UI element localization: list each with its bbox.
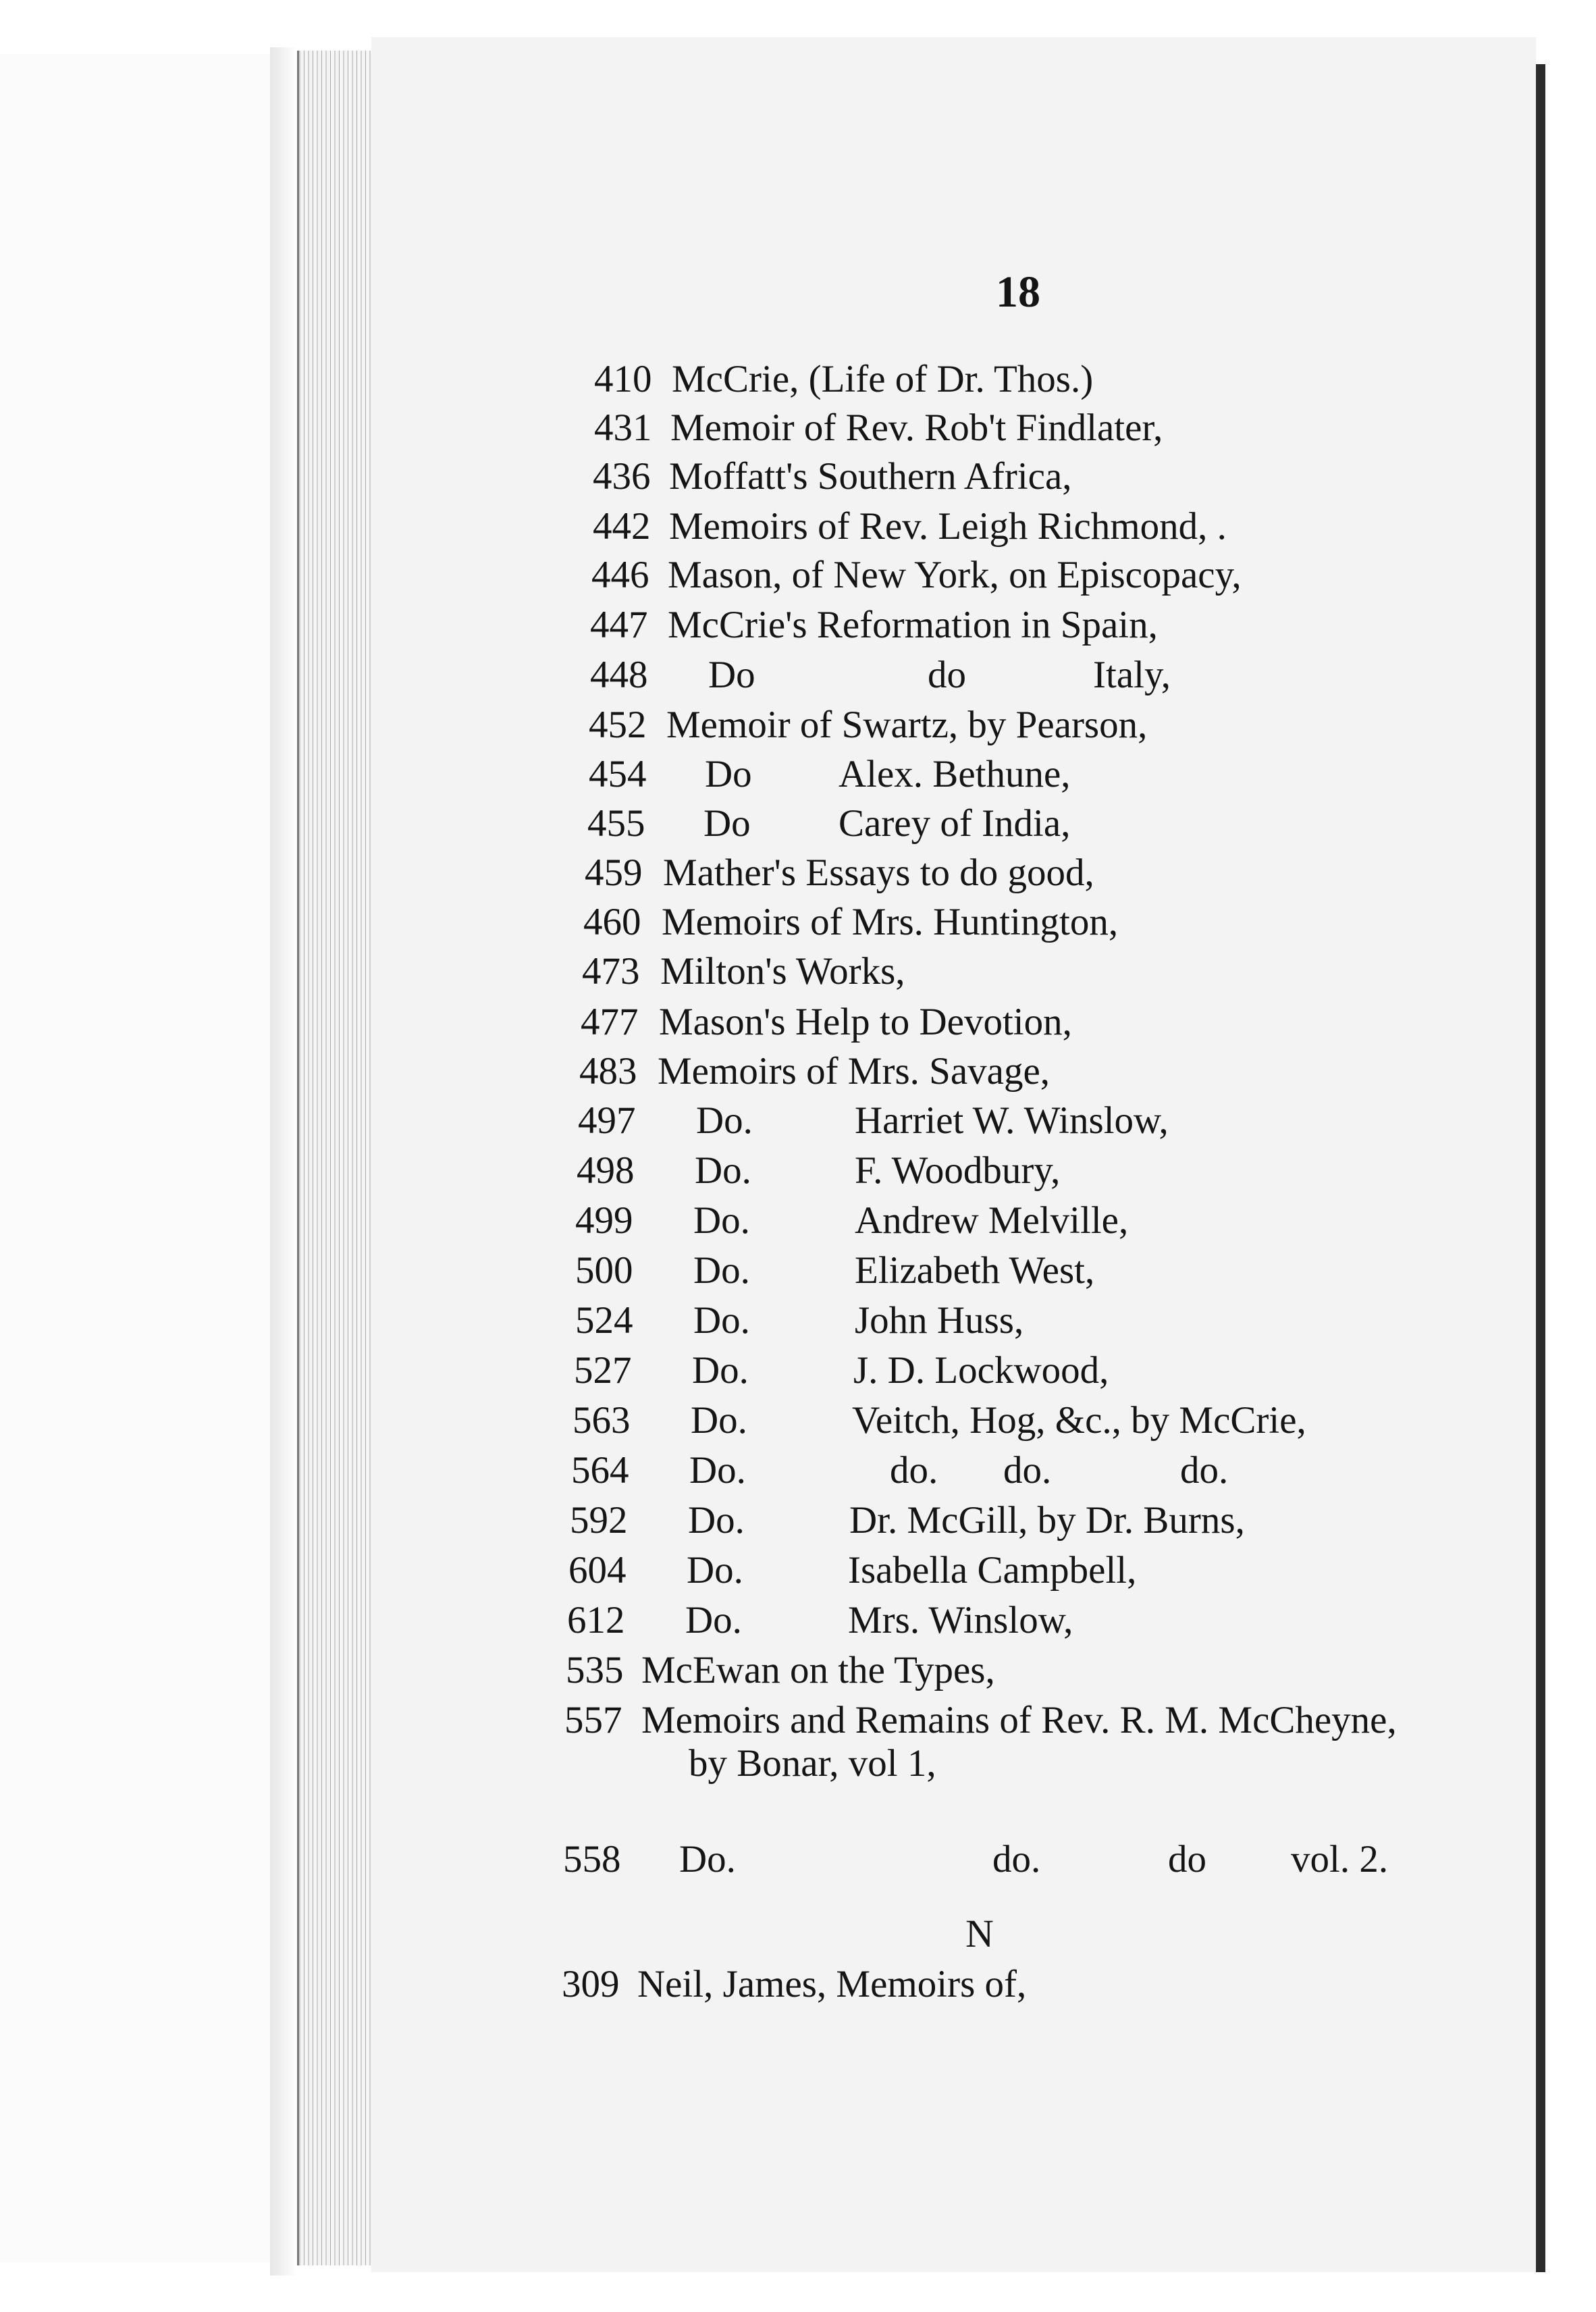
ditto-mark: do	[928, 654, 966, 696]
entry-number: 454	[589, 753, 647, 795]
entry-number: 563	[573, 1399, 631, 1442]
entry-title: Memoirs of Rev. Leigh Richmond, .	[669, 505, 1227, 548]
entry-title: McCrie's Reformation in Spain,	[668, 604, 1158, 646]
entry-number: 309	[562, 1963, 620, 2005]
entry-title: vol. 2.	[1291, 1838, 1389, 1881]
page-edges	[297, 51, 373, 2265]
entry-number: 446	[591, 554, 649, 596]
entry-title: Mason, of New York, on Episcopacy,	[668, 554, 1242, 596]
entry-title: McEwan on the Types,	[641, 1649, 995, 1691]
entry-title: Alex. Bethune,	[839, 753, 1071, 795]
entry-number: 499	[575, 1199, 633, 1242]
ditto-mark: Do.	[693, 1199, 750, 1242]
entry-title: by Bonar, vol 1,	[689, 1742, 936, 1785]
entry-title: John Huss,	[855, 1299, 1024, 1342]
entry-title: Andrew Melville,	[855, 1199, 1129, 1242]
entry-title: Neil, James, Memoirs of,	[637, 1963, 1027, 2005]
ditto-mark: Do.	[688, 1499, 745, 1542]
facing-page-blank	[0, 54, 271, 2262]
entry-number: 498	[577, 1149, 635, 1192]
entry-number: 459	[585, 851, 643, 894]
entry-number: 460	[583, 901, 641, 943]
entry-number: 442	[593, 505, 651, 548]
entry-number: 455	[587, 802, 645, 845]
entry-title: Memoir of Swartz, by Pearson,	[666, 704, 1148, 746]
entry-number: 612	[567, 1599, 625, 1641]
entry-title: Veitch, Hog, &c., by McCrie,	[852, 1399, 1306, 1442]
entry-title: Memoirs of Mrs. Huntington,	[662, 901, 1119, 943]
entry-title: McCrie, (Life of Dr. Thos.)	[672, 358, 1094, 400]
entry-title: F. Woodbury,	[855, 1149, 1061, 1192]
entry-title: Memoir of Rev. Rob't Findlater,	[670, 406, 1163, 449]
page-number: 18	[996, 267, 1040, 317]
entry-number: 436	[593, 455, 651, 498]
entry-number: 524	[575, 1299, 633, 1342]
ditto-mark: Do.	[679, 1838, 736, 1881]
ditto-mark: Do.	[687, 1549, 743, 1592]
entry-number: 527	[574, 1349, 632, 1392]
entry-title: Mason's Help to Devotion,	[659, 1001, 1072, 1043]
entry-number: 448	[590, 654, 648, 696]
entry-title: Italy,	[1093, 654, 1171, 696]
ditto-mark: Do.	[692, 1349, 749, 1392]
ditto-mark: Do.	[689, 1449, 746, 1492]
entry-title: Memoirs of Mrs. Savage,	[658, 1050, 1050, 1093]
ditto-mark: do.	[1003, 1449, 1052, 1492]
entry-number: 497	[578, 1099, 636, 1142]
entry-title: Elizabeth West,	[855, 1249, 1095, 1292]
ditto-mark: Do	[705, 753, 752, 795]
entry-number: 592	[570, 1499, 628, 1542]
ditto-mark: do.	[992, 1838, 1041, 1881]
entry-number: 558	[563, 1838, 621, 1881]
entry-number: 564	[571, 1449, 629, 1492]
entry-title: Memoirs and Remains of Rev. R. M. McCheyne,	[641, 1699, 1397, 1741]
ditto-mark: do.	[890, 1449, 938, 1492]
entry-number: 483	[579, 1050, 637, 1093]
entry-title: Harriet W. Winslow,	[855, 1099, 1169, 1142]
ditto-mark: Do.	[693, 1249, 750, 1292]
entry-number: 447	[590, 604, 648, 646]
ditto-mark: Do.	[695, 1149, 751, 1192]
entry-number: 452	[589, 704, 647, 746]
entry-number: 477	[581, 1001, 639, 1043]
ditto-mark: Do	[703, 802, 751, 845]
ditto-mark: do.	[1180, 1449, 1229, 1492]
entry-title: Mrs. Winslow,	[848, 1599, 1073, 1641]
ditto-mark: Do.	[685, 1599, 742, 1641]
page-right-edge	[1536, 64, 1545, 2272]
book-gutter	[270, 47, 297, 2276]
entry-title: Dr. McGill, by Dr. Burns,	[849, 1499, 1245, 1542]
entry-title: Moffatt's Southern Africa,	[669, 455, 1072, 498]
entry-number: 604	[568, 1549, 627, 1592]
entry-title: Isabella Campbell,	[848, 1549, 1137, 1592]
entry-title: Milton's Works,	[660, 950, 905, 993]
entry-number: 557	[564, 1699, 622, 1741]
ditto-mark: Do	[708, 654, 755, 696]
scan-margin	[1545, 0, 1596, 2312]
entry-number: 500	[575, 1249, 633, 1292]
entry-number: 535	[566, 1649, 624, 1691]
entry-number: 410	[594, 358, 652, 400]
section-letter: N	[965, 1912, 994, 1955]
ditto-mark: do	[1168, 1838, 1206, 1881]
entry-number: 431	[594, 406, 652, 449]
ditto-mark: Do.	[696, 1099, 753, 1142]
ditto-mark: Do.	[691, 1399, 747, 1442]
entry-title: J. D. Lockwood,	[853, 1349, 1109, 1392]
entry-number: 473	[582, 950, 640, 993]
entry-title: Mather's Essays to do good,	[663, 851, 1094, 894]
ditto-mark: Do.	[693, 1299, 750, 1342]
entry-title: Carey of India,	[839, 802, 1071, 845]
